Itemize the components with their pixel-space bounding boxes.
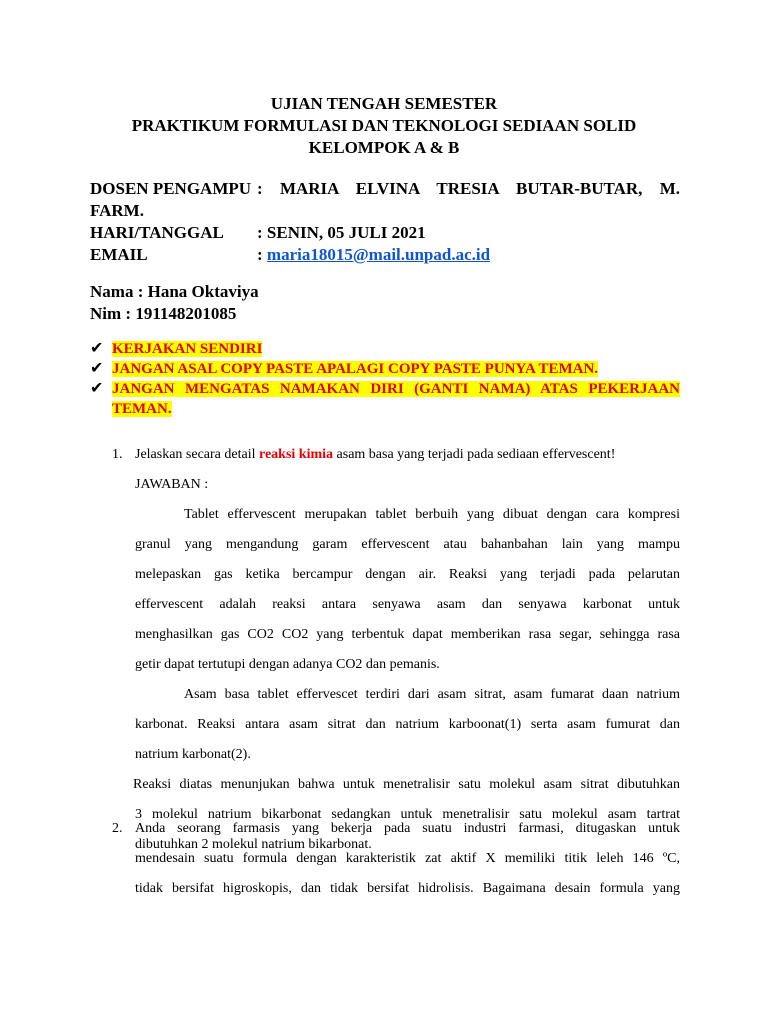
highlight-term: reaksi kimia <box>259 447 334 462</box>
answer-line: effervescent adalah reaksi antara senyawa asam dan senyawa karbonat untuk <box>135 597 680 612</box>
rules-list <box>90 339 680 419</box>
email-value-wrap <box>257 244 490 266</box>
dosen-row <box>90 178 680 200</box>
rule-item <box>90 339 680 359</box>
checkmark-icon: ✔ <box>90 340 104 357</box>
question-text: Jelaskan secara detail reaksi kimia asam basa yang terjadi pada sediaan effervescent! <box>135 447 616 462</box>
checkmark-icon: ✔ <box>90 360 104 377</box>
answer-line: dibutuhkan 2 molekul natrium bikarbonat. <box>135 837 372 852</box>
answer-line: melepaskan gas ketika bercampur dengan air. Reaksi yang terjadi pada pelarutan <box>135 567 680 582</box>
answer-line: granul yang mengandung garam effervescent atau bahanbahan lain yang mampu <box>135 537 680 552</box>
rule-text: JANGAN ASAL COPY PASTE APALAGI COPY PASTE PUNYA TEMAN. <box>112 361 599 377</box>
email-row <box>90 244 680 266</box>
question-number: 1. <box>112 447 123 462</box>
checkmark-icon: ✔ <box>90 380 104 397</box>
email-label: EMAIL <box>90 245 148 264</box>
answer-label: JAWABAN : <box>135 477 209 492</box>
question-number: 2. <box>112 821 123 836</box>
rule-item <box>90 359 680 379</box>
question-line: mendesain suatu formula dengan karakteristik zat aktif X memiliki titik leleh 146 ºC, <box>135 851 680 866</box>
answer-line: natrium karbonat(2). <box>135 747 251 762</box>
rule-item <box>90 379 680 419</box>
group-title: KELOMPOK A & B <box>308 138 460 157</box>
dosen-value: : MARIA ELVINA TRESIA BUTAR-BUTAR, M. <box>257 179 680 198</box>
rule-text-cont: TEMAN. <box>112 401 172 417</box>
answer-line: menghasilkan gas CO2 CO2 yang terbentuk dapat memberikan rasa segar, sehingga rasa <box>135 627 680 642</box>
rule-text: JANGAN MENGATAS NAMAKAN DIRI (GANTI NAMA) ATAS PEKERJAAN <box>112 381 680 397</box>
dosen-value-cont: FARM. <box>90 201 144 220</box>
hari-row <box>90 222 680 244</box>
email-colon: : <box>257 245 267 264</box>
question-line: Anda seorang farmasis yang bekerja pada suatu industri farmasi, ditugaskan untuk <box>135 821 680 836</box>
dosen-cont-row <box>90 200 680 222</box>
exam-title: UJIAN TENGAH SEMESTER <box>270 94 498 113</box>
answer-line: Tablet effervescent merupakan tablet berbuih yang dibuat dengan cara kompresi <box>184 507 680 522</box>
student-name: Nama : Hana Oktaviya <box>90 282 259 301</box>
hari-value: : SENIN, 05 JULI 2021 <box>257 223 426 242</box>
email-link[interactable]: maria18015@mail.unpad.ac.id <box>266 245 491 264</box>
answer-line: karbonat. Reaksi antara asam sitrat dan natrium karboonat(1) serta asam fumurat dan <box>135 717 680 732</box>
question-line: tidak bersifat higroskopis, dan tidak bersifat hidrolisis. Bagaimana desain formula yang <box>135 881 680 896</box>
course-title: PRAKTIKUM FORMULASI DAN TEKNOLOGI SEDIAAN SOLID <box>131 116 637 135</box>
student-identity <box>90 281 259 325</box>
dosen-label: DOSEN PENGAMPU <box>90 179 252 198</box>
rule-text: KERJAKAN SENDIRI <box>112 341 263 357</box>
hari-label: HARI/TANGGAL <box>90 223 224 242</box>
answer-line: Reaksi diatas menunjukan bahwa untuk menetralisir satu molekul asam sitrat dibutuhkan <box>133 777 680 792</box>
answer-line: getir dapat tertutupi dengan adanya CO2 dan pemanis. <box>135 657 440 672</box>
answer-line: 3 molekul natrium bikarbonat sedangkan untuk menetralisir satu molekul asam tartrat <box>135 807 680 822</box>
exam-header <box>0 93 768 159</box>
exam-info <box>90 178 680 266</box>
answer-line: Asam basa tablet effervescet terdiri dari asam sitrat, asam fumarat daan natrium <box>184 687 680 702</box>
student-nim: Nim : 191148201085 <box>90 304 237 323</box>
